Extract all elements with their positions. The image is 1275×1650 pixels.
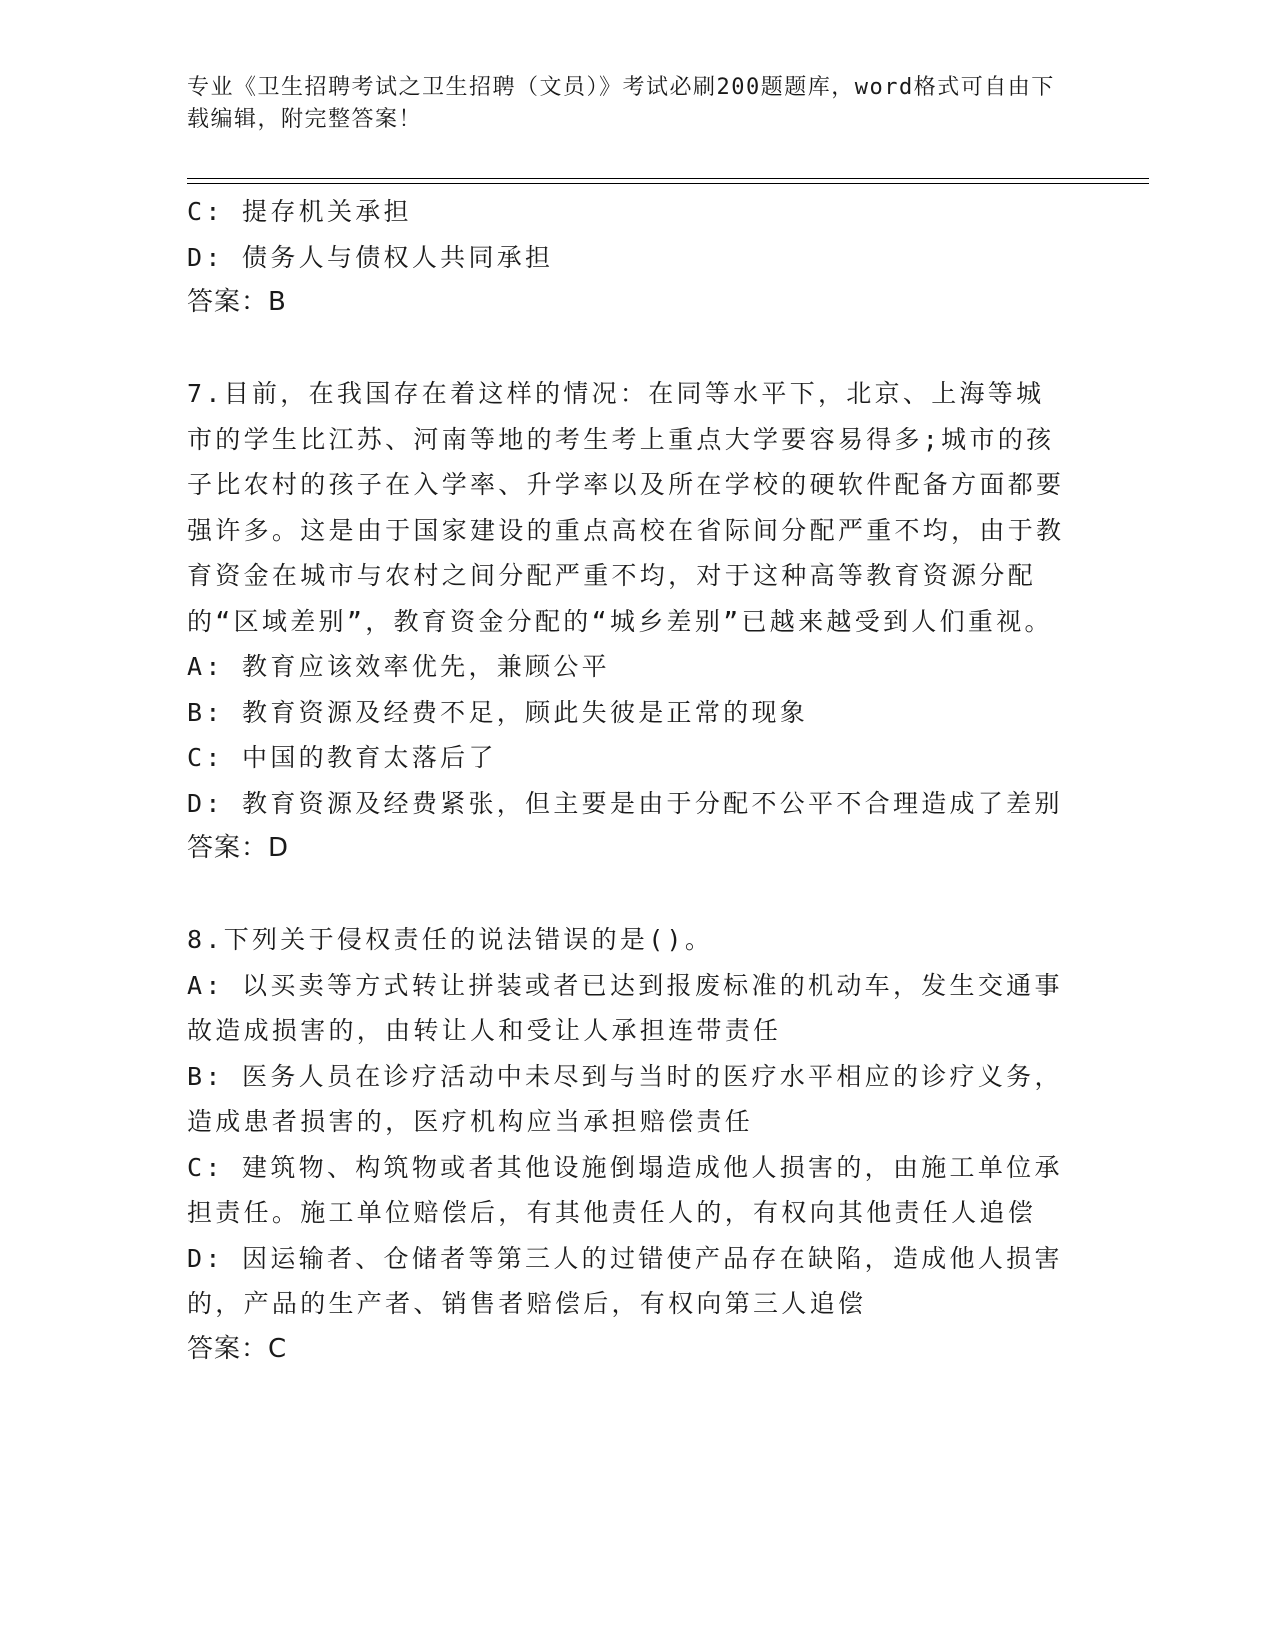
answer-line: 答案：B [187,287,287,317]
option-d: D: 债务人与债权人共同承担 [187,242,554,272]
document-header: 专业《卫生招聘考试之卫生招聘（文员）》考试必刷200题题库，word格式可自由下载编辑，附完整答案！ [187,75,1055,132]
option-a: A: 以买卖等方式转让拼装或者已达到报废标准的机动车，发生交通事故造成损害的，由转让人和受让人承担连带责任 [187,970,1063,1045]
option-c: C: 提存机关承担 [187,197,412,226]
header-rule-bottom [187,183,1149,184]
option-d: D: 因运输者、仓储者等第三人的过错使产品存在缺陷，造成他人损害的，产品的生产者、销售者赔偿后，有权向第三人追偿 [187,1243,1063,1318]
option-b: B: 教育资源及经费不足，顾此失彼是正常的现象 [187,697,809,727]
spacer [187,872,1067,918]
spacer [187,326,1067,372]
option-c: C: 中国的教育太落后了 [187,743,497,772]
header-rule-top [187,178,1149,179]
option-b: B: 医务人员在诊疗活动中未尽到与当时的医疗水平相应的诊疗义务，造成患者损害的，医疗机构应当承担赔偿责任 [187,1061,1063,1136]
option-d: D: 教育资源及经费紧张，但主要是由于分配不公平不合理造成了差别 [187,788,1063,818]
question-content [187,189,1067,1372]
question-stem-8: 8.下列关于侵权责任的说法错误的是()。 [187,925,714,954]
option-a: A: 教育应该效率优先，兼顾公平 [187,652,610,681]
answer-line: 答案：D [187,833,290,863]
option-c: C: 建筑物、构筑物或者其他设施倒塌造成他人损害的，由施工单位承担责任。施工单位赔偿后，有其他责任人的，有权向其他责任人追偿 [187,1152,1063,1227]
question-stem-7: 7.目前，在我国存在着这样的情况：在同等水平下，北京、上海等城市的学生比江苏、河南等地的考生考上重点大学要容易得多;城市的孩子比农村的孩子在入学率、升学率以及所在学校的硬软件配备方面都要强许多。这是由于国家建设的重点高校在省际间分配严重不均，由于教育资金在城市与农村之间分配严重不均，对于这种高等教育资源分配的“区域差别”，教育资金分配的“城乡差别”已越来越受到人们重视。 [187,379,1065,636]
answer-line: 答案：C [187,1333,288,1364]
